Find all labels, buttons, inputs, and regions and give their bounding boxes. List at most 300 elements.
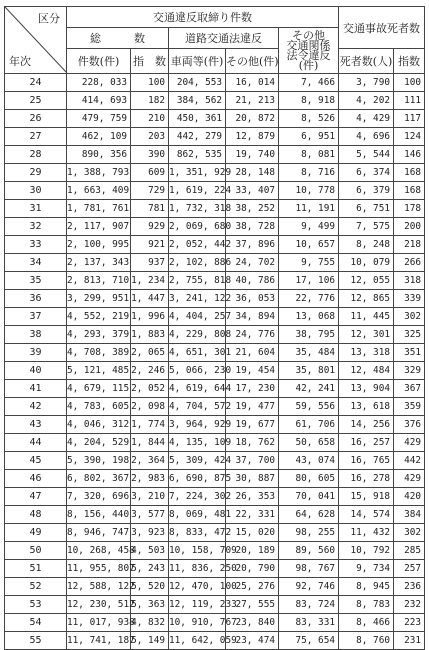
table-row [5, 110, 425, 128]
col-count-header: 件数(件) [67, 49, 131, 74]
other-count-cell: 28, 148 [226, 164, 279, 182]
other-law-cell: 13, 068 [279, 308, 339, 326]
total-index-cell: 390 [131, 146, 169, 164]
year-cell: 55 [5, 632, 67, 650]
violations-group-header: 交通違反取締り件数 [67, 7, 339, 28]
year-cell: 49 [5, 524, 67, 542]
table-row [5, 596, 425, 614]
vehicle-count-cell: 12, 470, 100 [169, 578, 226, 596]
deaths-index-cell: 232 [394, 596, 425, 614]
other-count-cell: 34, 894 [226, 308, 279, 326]
year-cell: 31 [5, 200, 67, 218]
year-cell: 38 [5, 326, 67, 344]
other-count-cell: 30, 887 [226, 470, 279, 488]
deaths-index-cell: 236 [394, 578, 425, 596]
total-index-cell: 2, 246 [131, 362, 169, 380]
year-cell: 54 [5, 614, 67, 632]
total-index-cell: 5, 243 [131, 560, 169, 578]
other-count-cell: 16, 014 [226, 74, 279, 92]
deaths-cell: 4, 202 [339, 92, 394, 110]
table-row [5, 272, 425, 290]
other-count-cell: 18, 762 [226, 434, 279, 452]
total-count-cell: 5, 121, 485 [67, 362, 131, 380]
year-cell: 41 [5, 380, 67, 398]
vehicle-count-cell: 3, 241, 122 [169, 290, 226, 308]
total-count-cell: 11, 741, 187 [67, 632, 131, 650]
vehicle-count-cell: 10, 158, 709 [169, 542, 226, 560]
deaths-index-cell: 420 [394, 488, 425, 506]
table-row [5, 200, 425, 218]
table-row [5, 452, 425, 470]
other-count-cell: 21, 213 [226, 92, 279, 110]
deaths-cell: 8, 760 [339, 632, 394, 650]
deaths-index-cell: 429 [394, 470, 425, 488]
corner-label-year: 年次 [9, 55, 31, 68]
other-count-cell: 20, 790 [226, 560, 279, 578]
deaths-cell: 12, 484 [339, 362, 394, 380]
year-cell: 33 [5, 236, 67, 254]
total-index-cell: 182 [131, 92, 169, 110]
deaths-group-header: 交通事故死者数 [339, 7, 425, 49]
other-law-cell: 64, 628 [279, 506, 339, 524]
other-count-cell: 33, 407 [226, 182, 279, 200]
table-row [5, 470, 425, 488]
other-law-cell: 50, 658 [279, 434, 339, 452]
year-cell: 52 [5, 578, 67, 596]
year-cell: 50 [5, 542, 67, 560]
vehicle-count-cell: 204, 553 [169, 74, 226, 92]
other-law-cell: 9, 499 [279, 218, 339, 236]
total-index-cell: 1, 996 [131, 308, 169, 326]
vehicle-count-cell: 2, 052, 442 [169, 236, 226, 254]
other-count-cell: 24, 776 [226, 326, 279, 344]
year-cell: 45 [5, 452, 67, 470]
total-count-cell: 2, 137, 343 [67, 254, 131, 272]
deaths-cell: 12, 055 [339, 272, 394, 290]
year-cell: 51 [5, 560, 67, 578]
total-index-cell: 2, 364 [131, 452, 169, 470]
total-index-cell: 5, 149 [131, 632, 169, 650]
year-cell: 53 [5, 596, 67, 614]
other-law-cell: 10, 657 [279, 236, 339, 254]
year-cell: 40 [5, 362, 67, 380]
deaths-cell: 6, 751 [339, 200, 394, 218]
table-row [5, 74, 425, 92]
year-cell: 24 [5, 74, 67, 92]
deaths-cell: 13, 904 [339, 380, 394, 398]
deaths-index-cell: 218 [394, 236, 425, 254]
deaths-index-cell: 124 [394, 128, 425, 146]
other-law-cell: 9, 755 [279, 254, 339, 272]
deaths-index-cell: 168 [394, 164, 425, 182]
total-count-cell: 8, 156, 440 [67, 506, 131, 524]
vehicle-count-cell: 3, 964, 929 [169, 416, 226, 434]
total-index-cell: 937 [131, 254, 169, 272]
total-count-cell: 10, 268, 458 [67, 542, 131, 560]
total-index-cell: 3, 923 [131, 524, 169, 542]
other-law-cell: 11, 191 [279, 200, 339, 218]
year-cell: 48 [5, 506, 67, 524]
deaths-index-cell: 302 [394, 308, 425, 326]
deaths-cell: 8, 466 [339, 614, 394, 632]
total-count-cell: 4, 783, 605 [67, 398, 131, 416]
col-deaths-header: 死者数(人) [339, 49, 394, 74]
total-index-cell: 609 [131, 164, 169, 182]
other-law-cell: 83, 724 [279, 596, 339, 614]
table-row [5, 326, 425, 344]
deaths-cell: 4, 429 [339, 110, 394, 128]
total-count-cell: 12, 588, 122 [67, 578, 131, 596]
vehicle-count-cell: 11, 836, 250 [169, 560, 226, 578]
traffic-statistics-table [4, 6, 425, 650]
other-count-cell: 12, 879 [226, 128, 279, 146]
deaths-cell: 16, 765 [339, 452, 394, 470]
other-law-cell: 80, 605 [279, 470, 339, 488]
road-law-header: 道路交通法違反 [169, 28, 279, 49]
total-index-cell: 2, 983 [131, 470, 169, 488]
total-count-cell: 2, 813, 710 [67, 272, 131, 290]
year-cell: 46 [5, 470, 67, 488]
deaths-index-cell: 200 [394, 218, 425, 236]
total-index-cell: 2, 052 [131, 380, 169, 398]
other-law-cell: 59, 556 [279, 398, 339, 416]
other-count-cell: 17, 230 [226, 380, 279, 398]
total-count-cell: 4, 552, 219 [67, 308, 131, 326]
total-count-cell: 6, 802, 367 [67, 470, 131, 488]
deaths-index-cell: 111 [394, 92, 425, 110]
total-index-cell: 203 [131, 128, 169, 146]
other-law-cell: 22, 776 [279, 290, 339, 308]
total-count-cell: 4, 708, 389 [67, 344, 131, 362]
other-count-cell: 15, 020 [226, 524, 279, 542]
year-cell: 36 [5, 290, 67, 308]
deaths-index-cell: 351 [394, 344, 425, 362]
other-count-cell: 19, 477 [226, 398, 279, 416]
total-count-cell: 228, 033 [67, 74, 131, 92]
vehicle-count-cell: 2, 069, 680 [169, 218, 226, 236]
total-index-cell: 210 [131, 110, 169, 128]
other-law-cell: 38, 795 [279, 326, 339, 344]
deaths-index-cell: 429 [394, 434, 425, 452]
other-law-cell: 98, 767 [279, 560, 339, 578]
other-count-cell: 27, 555 [226, 596, 279, 614]
vehicle-count-cell: 5, 066, 230 [169, 362, 226, 380]
total-count-cell: 3, 299, 951 [67, 290, 131, 308]
other-law-cell: 61, 706 [279, 416, 339, 434]
total-index-cell: 929 [131, 218, 169, 236]
deaths-cell: 8, 945 [339, 578, 394, 596]
vehicle-count-cell: 5, 309, 424 [169, 452, 226, 470]
total-count-cell: 2, 100, 995 [67, 236, 131, 254]
vehicle-count-cell: 1, 351, 929 [169, 164, 226, 182]
vehicle-count-cell: 4, 404, 257 [169, 308, 226, 326]
deaths-index-cell: 100 [394, 74, 425, 92]
other-count-cell: 26, 353 [226, 488, 279, 506]
other-law-cell: 89, 560 [279, 542, 339, 560]
other-law-cell: 70, 041 [279, 488, 339, 506]
other-count-cell: 25, 276 [226, 578, 279, 596]
other-count-cell: 36, 053 [226, 290, 279, 308]
other-law-line: その他 [292, 28, 325, 42]
total-count-cell: 12, 230, 512 [67, 596, 131, 614]
other-count-cell: 22, 331 [226, 506, 279, 524]
deaths-cell: 14, 574 [339, 506, 394, 524]
vehicle-count-cell: 6, 690, 875 [169, 470, 226, 488]
year-cell: 30 [5, 182, 67, 200]
deaths-index-cell: 223 [394, 614, 425, 632]
other-count-cell: 23, 474 [226, 632, 279, 650]
other-law-cell: 92, 746 [279, 578, 339, 596]
table-row [5, 236, 425, 254]
total-index-cell: 1, 447 [131, 290, 169, 308]
vehicle-count-cell: 4, 651, 301 [169, 344, 226, 362]
year-cell: 35 [5, 272, 67, 290]
year-cell: 39 [5, 344, 67, 362]
table-body [5, 74, 425, 650]
deaths-cell: 16, 278 [339, 470, 394, 488]
total-count-cell: 4, 046, 312 [67, 416, 131, 434]
total-index-cell: 729 [131, 182, 169, 200]
table-row [5, 416, 425, 434]
other-law-cell: 35, 801 [279, 362, 339, 380]
deaths-cell: 11, 445 [339, 308, 394, 326]
year-cell: 26 [5, 110, 67, 128]
other-law-cell: 75, 654 [279, 632, 339, 650]
vehicle-count-cell: 4, 135, 109 [169, 434, 226, 452]
deaths-cell: 8, 783 [339, 596, 394, 614]
vehicle-count-cell: 450, 361 [169, 110, 226, 128]
table-row [5, 344, 425, 362]
table-row [5, 560, 425, 578]
other-count-cell: 20, 872 [226, 110, 279, 128]
total-count-cell: 890, 356 [67, 146, 131, 164]
other-law-cell: 8, 081 [279, 146, 339, 164]
year-cell: 25 [5, 92, 67, 110]
year-cell: 47 [5, 488, 67, 506]
total-index-cell: 921 [131, 236, 169, 254]
total-index-cell: 100 [131, 74, 169, 92]
total-index-cell: 4, 503 [131, 542, 169, 560]
total-index-cell: 2, 065 [131, 344, 169, 362]
total-count-cell: 479, 759 [67, 110, 131, 128]
total-count-cell: 414, 693 [67, 92, 131, 110]
other-law-cell: 42, 241 [279, 380, 339, 398]
deaths-index-cell: 117 [394, 110, 425, 128]
total-index-cell: 4, 832 [131, 614, 169, 632]
vehicle-count-cell: 8, 833, 472 [169, 524, 226, 542]
vehicle-count-cell: 384, 562 [169, 92, 226, 110]
table-row [5, 146, 425, 164]
year-cell: 27 [5, 128, 67, 146]
deaths-cell: 12, 301 [339, 326, 394, 344]
vehicle-count-cell: 862, 535 [169, 146, 226, 164]
total-count-cell: 4, 293, 379 [67, 326, 131, 344]
total-index-cell: 2, 098 [131, 398, 169, 416]
deaths-index-cell: 302 [394, 524, 425, 542]
year-cell: 43 [5, 416, 67, 434]
total-index-cell: 3, 210 [131, 488, 169, 506]
deaths-cell: 5, 544 [339, 146, 394, 164]
table-row [5, 380, 425, 398]
other-count-cell: 37, 896 [226, 236, 279, 254]
deaths-index-cell: 257 [394, 560, 425, 578]
vehicle-count-cell: 4, 229, 808 [169, 326, 226, 344]
year-cell: 37 [5, 308, 67, 326]
table-row [5, 524, 425, 542]
corner-label-category: 区分 [38, 12, 60, 25]
deaths-cell: 9, 734 [339, 560, 394, 578]
deaths-index-cell: 367 [394, 380, 425, 398]
other-count-cell: 21, 604 [226, 344, 279, 362]
year-cell: 44 [5, 434, 67, 452]
deaths-index-cell: 376 [394, 416, 425, 434]
total-index-cell: 5, 363 [131, 596, 169, 614]
table-row [5, 506, 425, 524]
other-law-cell: 83, 331 [279, 614, 339, 632]
deaths-cell: 10, 079 [339, 254, 394, 272]
vehicle-count-cell: 12, 119, 233 [169, 596, 226, 614]
other-law-header [279, 28, 339, 74]
vehicle-count-cell: 1, 732, 318 [169, 200, 226, 218]
total-index-cell: 1, 234 [131, 272, 169, 290]
other-count-cell: 24, 702 [226, 254, 279, 272]
deaths-cell: 3, 790 [339, 74, 394, 92]
year-cell: 28 [5, 146, 67, 164]
table-row [5, 362, 425, 380]
deaths-index-cell: 146 [394, 146, 425, 164]
other-law-cell: 6, 951 [279, 128, 339, 146]
vehicle-count-cell: 11, 642, 059 [169, 632, 226, 650]
other-count-cell: 20, 189 [226, 542, 279, 560]
total-count-cell: 11, 017, 938 [67, 614, 131, 632]
table-row [5, 218, 425, 236]
vehicle-count-cell: 2, 755, 818 [169, 272, 226, 290]
other-count-cell: 38, 728 [226, 218, 279, 236]
total-count-cell: 462, 109 [67, 128, 131, 146]
deaths-index-cell: 339 [394, 290, 425, 308]
table-row [5, 128, 425, 146]
vehicle-count-cell: 2, 102, 886 [169, 254, 226, 272]
total-count-cell: 1, 781, 761 [67, 200, 131, 218]
other-count-cell: 19, 454 [226, 362, 279, 380]
total-index-cell: 5, 520 [131, 578, 169, 596]
total-count-cell: 2, 117, 907 [67, 218, 131, 236]
deaths-cell: 8, 248 [339, 236, 394, 254]
deaths-index-cell: 359 [394, 398, 425, 416]
vehicle-count-cell: 10, 910, 767 [169, 614, 226, 632]
table-row [5, 578, 425, 596]
deaths-index-cell: 168 [394, 182, 425, 200]
deaths-index-cell: 325 [394, 326, 425, 344]
vehicle-count-cell: 442, 279 [169, 128, 226, 146]
deaths-cell: 14, 256 [339, 416, 394, 434]
vehicle-count-cell: 8, 069, 481 [169, 506, 226, 524]
table-row [5, 164, 425, 182]
table-row [5, 488, 425, 506]
deaths-cell: 6, 379 [339, 182, 394, 200]
col-vehicle-header: 車両等(件) [169, 49, 226, 74]
deaths-cell: 10, 792 [339, 542, 394, 560]
total-count-cell: 1, 663, 409 [67, 182, 131, 200]
other-count-cell: 40, 786 [226, 272, 279, 290]
year-cell: 34 [5, 254, 67, 272]
year-cell: 29 [5, 164, 67, 182]
total-count-cell: 5, 390, 198 [67, 452, 131, 470]
total-index-cell: 781 [131, 200, 169, 218]
deaths-cell: 13, 318 [339, 344, 394, 362]
table-row [5, 542, 425, 560]
total-index-cell: 1, 774 [131, 416, 169, 434]
total-count-cell: 8, 946, 747 [67, 524, 131, 542]
other-law-cell: 8, 918 [279, 92, 339, 110]
deaths-cell: 7, 575 [339, 218, 394, 236]
total-header: 総 数 [67, 28, 169, 49]
other-law-cell: 17, 106 [279, 272, 339, 290]
other-count-cell: 38, 252 [226, 200, 279, 218]
vehicle-count-cell: 7, 224, 302 [169, 488, 226, 506]
vehicle-count-cell: 1, 619, 224 [169, 182, 226, 200]
other-law-cell: 8, 526 [279, 110, 339, 128]
other-law-cell: 43, 074 [279, 452, 339, 470]
deaths-cell: 13, 618 [339, 398, 394, 416]
deaths-cell: 16, 257 [339, 434, 394, 452]
deaths-cell: 11, 432 [339, 524, 394, 542]
other-law-cell: 35, 484 [279, 344, 339, 362]
table-row [5, 92, 425, 110]
table-row [5, 308, 425, 326]
deaths-index-cell: 318 [394, 272, 425, 290]
other-law-cell: 8, 716 [279, 164, 339, 182]
corner-header [5, 7, 67, 74]
total-count-cell: 4, 204, 529 [67, 434, 131, 452]
deaths-index-cell: 329 [394, 362, 425, 380]
other-count-cell: 19, 740 [226, 146, 279, 164]
deaths-index-cell: 442 [394, 452, 425, 470]
table-row [5, 182, 425, 200]
other-law-cell: 7, 466 [279, 74, 339, 92]
vehicle-count-cell: 4, 704, 572 [169, 398, 226, 416]
vehicle-count-cell: 4, 619, 644 [169, 380, 226, 398]
total-index-cell: 3, 577 [131, 506, 169, 524]
other-law-line: (件) [298, 58, 319, 72]
deaths-index-cell: 384 [394, 506, 425, 524]
col-other-header: その他(件) [226, 49, 279, 74]
other-law-cell: 10, 778 [279, 182, 339, 200]
table-row [5, 614, 425, 632]
total-count-cell: 4, 679, 115 [67, 380, 131, 398]
deaths-cell: 12, 865 [339, 290, 394, 308]
deaths-cell: 6, 374 [339, 164, 394, 182]
table-row [5, 632, 425, 650]
other-law-cell: 98, 255 [279, 524, 339, 542]
total-index-cell: 1, 883 [131, 326, 169, 344]
deaths-index-cell: 231 [394, 632, 425, 650]
total-count-cell: 1, 388, 793 [67, 164, 131, 182]
table-row [5, 290, 425, 308]
year-cell: 42 [5, 398, 67, 416]
table-row [5, 398, 425, 416]
deaths-index-cell: 285 [394, 542, 425, 560]
deaths-index-cell: 178 [394, 200, 425, 218]
total-index-cell: 1, 844 [131, 434, 169, 452]
col-deaths-index-header: 指数 [394, 49, 425, 74]
other-count-cell: 23, 840 [226, 614, 279, 632]
col-index-header: 指 数 [131, 49, 169, 74]
table-row [5, 434, 425, 452]
table-row [5, 254, 425, 272]
deaths-cell: 15, 918 [339, 488, 394, 506]
deaths-index-cell: 266 [394, 254, 425, 272]
